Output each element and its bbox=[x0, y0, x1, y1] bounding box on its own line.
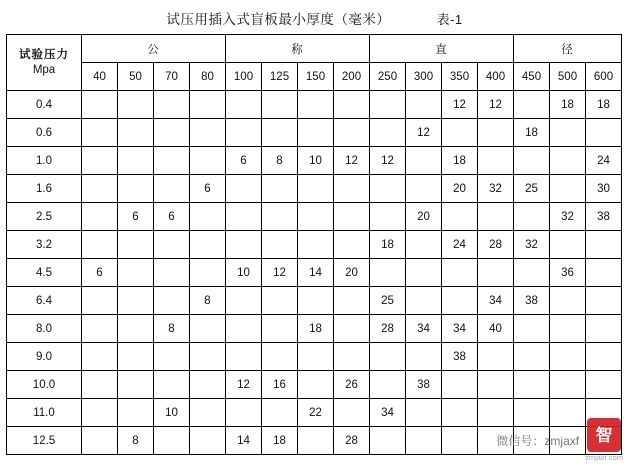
cell bbox=[550, 371, 586, 399]
cell bbox=[586, 343, 622, 371]
cell bbox=[118, 119, 154, 147]
col-header-150: 150 bbox=[298, 63, 334, 91]
col-header-80: 80 bbox=[190, 63, 226, 91]
cell bbox=[82, 315, 118, 343]
row-label: 9.0 bbox=[7, 343, 82, 371]
cell bbox=[586, 315, 622, 343]
cell bbox=[334, 119, 370, 147]
cell bbox=[478, 399, 514, 427]
row-label: 6.4 bbox=[7, 287, 82, 315]
cell bbox=[478, 343, 514, 371]
cell bbox=[406, 147, 442, 175]
cell: 25 bbox=[514, 175, 550, 203]
cell bbox=[82, 231, 118, 259]
cell bbox=[154, 427, 190, 455]
cell bbox=[334, 399, 370, 427]
table-row bbox=[7, 399, 622, 427]
cell bbox=[550, 175, 586, 203]
row-label: 1.0 bbox=[7, 147, 82, 175]
cell bbox=[442, 259, 478, 287]
cell bbox=[370, 343, 406, 371]
cell: 24 bbox=[442, 231, 478, 259]
cell bbox=[586, 287, 622, 315]
cell bbox=[334, 343, 370, 371]
cell: 8 bbox=[262, 147, 298, 175]
cell bbox=[118, 175, 154, 203]
cell bbox=[406, 259, 442, 287]
cell bbox=[226, 203, 262, 231]
group-header-3: 径 bbox=[514, 35, 622, 63]
col-header-400: 400 bbox=[478, 63, 514, 91]
cell bbox=[550, 287, 586, 315]
table-number: 表-1 bbox=[436, 12, 463, 27]
cell: 28 bbox=[370, 315, 406, 343]
cell bbox=[118, 147, 154, 175]
cell bbox=[370, 119, 406, 147]
cell bbox=[370, 203, 406, 231]
table-row bbox=[7, 119, 622, 147]
cell: 18 bbox=[370, 231, 406, 259]
col-header-200: 200 bbox=[334, 63, 370, 91]
cell bbox=[406, 175, 442, 203]
cell bbox=[550, 315, 586, 343]
document-title-row bbox=[0, 8, 629, 28]
cell bbox=[190, 427, 226, 455]
cell bbox=[586, 371, 622, 399]
cell bbox=[190, 91, 226, 119]
cell: 30 bbox=[586, 175, 622, 203]
cell bbox=[82, 427, 118, 455]
table-row bbox=[7, 287, 622, 315]
cell: 6 bbox=[226, 147, 262, 175]
table-row bbox=[7, 175, 622, 203]
cell: 6 bbox=[82, 259, 118, 287]
row-label: 8.0 bbox=[7, 315, 82, 343]
row-label: 3.2 bbox=[7, 231, 82, 259]
cell: 10 bbox=[226, 259, 262, 287]
cell bbox=[82, 371, 118, 399]
cell bbox=[586, 259, 622, 287]
watermark-url: zmjaxf.com bbox=[585, 453, 623, 462]
cell bbox=[118, 91, 154, 119]
cell bbox=[190, 315, 226, 343]
cell bbox=[154, 231, 190, 259]
cell bbox=[514, 399, 550, 427]
cell: 40 bbox=[478, 315, 514, 343]
cell bbox=[262, 287, 298, 315]
pressure-header-line2: Mpa bbox=[32, 63, 56, 76]
cell: 12 bbox=[262, 259, 298, 287]
cell bbox=[82, 119, 118, 147]
cell bbox=[298, 287, 334, 315]
cell bbox=[514, 91, 550, 119]
cell: 26 bbox=[334, 371, 370, 399]
cell bbox=[82, 399, 118, 427]
col-header-250: 250 bbox=[370, 63, 406, 91]
cell bbox=[190, 231, 226, 259]
cell bbox=[118, 231, 154, 259]
group-header-1: 称 bbox=[226, 35, 370, 63]
table-row bbox=[7, 371, 622, 399]
watermark-text: 微信号：zmjaxf bbox=[496, 433, 580, 448]
col-header-125: 125 bbox=[262, 63, 298, 91]
cell bbox=[118, 259, 154, 287]
cell: 38 bbox=[514, 287, 550, 315]
cell bbox=[154, 119, 190, 147]
cell: 14 bbox=[226, 427, 262, 455]
cell bbox=[154, 287, 190, 315]
cell bbox=[514, 203, 550, 231]
cell: 38 bbox=[586, 203, 622, 231]
cell bbox=[586, 231, 622, 259]
cell: 12 bbox=[370, 147, 406, 175]
cell: 10 bbox=[154, 399, 190, 427]
cell bbox=[226, 175, 262, 203]
table-row bbox=[7, 147, 622, 175]
cell bbox=[370, 427, 406, 455]
cell bbox=[370, 175, 406, 203]
cell bbox=[478, 371, 514, 399]
cell: 18 bbox=[442, 147, 478, 175]
cell bbox=[298, 343, 334, 371]
table-row bbox=[7, 259, 622, 287]
cell: 10 bbox=[298, 147, 334, 175]
cell bbox=[334, 203, 370, 231]
cell bbox=[118, 371, 154, 399]
col-header-40: 40 bbox=[82, 63, 118, 91]
cell bbox=[334, 315, 370, 343]
group-header-2: 直 bbox=[370, 35, 514, 63]
cell: 12 bbox=[406, 119, 442, 147]
cell bbox=[154, 259, 190, 287]
cell bbox=[226, 343, 262, 371]
col-header-100: 100 bbox=[226, 63, 262, 91]
cell bbox=[406, 231, 442, 259]
cell bbox=[370, 91, 406, 119]
cell: 12 bbox=[334, 147, 370, 175]
cell bbox=[82, 147, 118, 175]
table-body bbox=[7, 35, 622, 455]
cell bbox=[226, 231, 262, 259]
cell bbox=[550, 427, 586, 455]
cell bbox=[442, 371, 478, 399]
row-label: 0.4 bbox=[7, 91, 82, 119]
cell: 6 bbox=[118, 203, 154, 231]
group-header-0: 公 bbox=[82, 35, 226, 63]
cell bbox=[586, 399, 622, 427]
cell bbox=[550, 343, 586, 371]
cell bbox=[334, 175, 370, 203]
cell bbox=[190, 147, 226, 175]
cell bbox=[190, 203, 226, 231]
cell: 36 bbox=[550, 259, 586, 287]
table-row bbox=[7, 343, 622, 371]
brand-logo-glyph: 智 bbox=[595, 425, 613, 445]
cell bbox=[190, 399, 226, 427]
page-title: 试压用插入式盲板最小厚度（毫米） bbox=[166, 12, 391, 27]
cell bbox=[442, 287, 478, 315]
cell bbox=[442, 399, 478, 427]
cell bbox=[478, 427, 514, 455]
cell bbox=[154, 343, 190, 371]
cell bbox=[82, 203, 118, 231]
cell bbox=[262, 175, 298, 203]
table-row bbox=[7, 91, 622, 119]
table-row bbox=[7, 427, 622, 455]
cell: 18 bbox=[514, 119, 550, 147]
cell: 24 bbox=[586, 147, 622, 175]
cell bbox=[226, 287, 262, 315]
cell bbox=[514, 259, 550, 287]
cell bbox=[262, 399, 298, 427]
row-label: 4.5 bbox=[7, 259, 82, 287]
cell bbox=[262, 315, 298, 343]
cell: 34 bbox=[370, 399, 406, 427]
cell bbox=[298, 203, 334, 231]
col-header-450: 450 bbox=[514, 63, 550, 91]
cell bbox=[226, 315, 262, 343]
cell bbox=[406, 427, 442, 455]
cell bbox=[262, 231, 298, 259]
cell bbox=[514, 147, 550, 175]
cell bbox=[550, 147, 586, 175]
cell bbox=[298, 231, 334, 259]
col-header-70: 70 bbox=[154, 63, 190, 91]
cell: 22 bbox=[298, 399, 334, 427]
cell: 18 bbox=[298, 315, 334, 343]
col-header-50: 50 bbox=[118, 63, 154, 91]
cell bbox=[586, 119, 622, 147]
row-label: 10.0 bbox=[7, 371, 82, 399]
cell bbox=[262, 91, 298, 119]
cell bbox=[154, 175, 190, 203]
cell bbox=[118, 287, 154, 315]
cell: 12 bbox=[226, 371, 262, 399]
cell bbox=[442, 119, 478, 147]
cell bbox=[406, 287, 442, 315]
cell: 34 bbox=[406, 315, 442, 343]
cell bbox=[478, 203, 514, 231]
table-group-header-row bbox=[7, 35, 622, 63]
pressure-header-cell bbox=[7, 35, 82, 91]
cell bbox=[226, 119, 262, 147]
cell bbox=[82, 287, 118, 315]
cell: 20 bbox=[442, 175, 478, 203]
cell bbox=[154, 91, 190, 119]
cell bbox=[442, 427, 478, 455]
cell: 18 bbox=[550, 91, 586, 119]
cell: 25 bbox=[370, 287, 406, 315]
row-label: 0.6 bbox=[7, 119, 82, 147]
cell: 32 bbox=[478, 175, 514, 203]
cell bbox=[478, 119, 514, 147]
cell bbox=[478, 259, 514, 287]
cell: 8 bbox=[118, 427, 154, 455]
cell bbox=[154, 371, 190, 399]
cell bbox=[154, 147, 190, 175]
cell: 16 bbox=[262, 371, 298, 399]
table-column-header-row bbox=[7, 63, 622, 91]
cell: 6 bbox=[154, 203, 190, 231]
cell bbox=[82, 343, 118, 371]
table-row bbox=[7, 203, 622, 231]
cell bbox=[586, 427, 622, 455]
cell: 32 bbox=[550, 203, 586, 231]
col-header-600: 600 bbox=[586, 63, 622, 91]
cell bbox=[478, 147, 514, 175]
cell: 8 bbox=[154, 315, 190, 343]
table-row bbox=[7, 315, 622, 343]
cell bbox=[334, 91, 370, 119]
cell: 6 bbox=[190, 175, 226, 203]
cell bbox=[370, 259, 406, 287]
cell bbox=[82, 175, 118, 203]
table-row bbox=[7, 231, 622, 259]
col-header-500: 500 bbox=[550, 63, 586, 91]
cell: 18 bbox=[262, 427, 298, 455]
cell: 8 bbox=[190, 287, 226, 315]
cell bbox=[370, 371, 406, 399]
cell bbox=[118, 399, 154, 427]
cell bbox=[550, 399, 586, 427]
cell: 38 bbox=[442, 343, 478, 371]
cell bbox=[262, 119, 298, 147]
cell bbox=[298, 119, 334, 147]
cell: 32 bbox=[514, 231, 550, 259]
cell: 20 bbox=[406, 203, 442, 231]
cell: 28 bbox=[478, 231, 514, 259]
cell: 34 bbox=[478, 287, 514, 315]
cell bbox=[550, 231, 586, 259]
cell bbox=[442, 203, 478, 231]
blind-plate-thickness-table bbox=[6, 34, 622, 455]
cell bbox=[334, 231, 370, 259]
row-label: 2.5 bbox=[7, 203, 82, 231]
cell bbox=[514, 371, 550, 399]
cell bbox=[190, 343, 226, 371]
cell bbox=[514, 315, 550, 343]
row-label: 1.6 bbox=[7, 175, 82, 203]
cell bbox=[514, 427, 550, 455]
cell bbox=[514, 343, 550, 371]
cell: 20 bbox=[334, 259, 370, 287]
cell: 34 bbox=[442, 315, 478, 343]
cell: 28 bbox=[334, 427, 370, 455]
col-header-300: 300 bbox=[406, 63, 442, 91]
cell: 12 bbox=[478, 91, 514, 119]
row-label: 12.5 bbox=[7, 427, 82, 455]
cell bbox=[298, 371, 334, 399]
cell bbox=[190, 119, 226, 147]
cell bbox=[550, 119, 586, 147]
cell: 18 bbox=[586, 91, 622, 119]
cell bbox=[406, 91, 442, 119]
cell: 38 bbox=[406, 371, 442, 399]
cell bbox=[262, 203, 298, 231]
cell bbox=[406, 343, 442, 371]
cell bbox=[406, 399, 442, 427]
cell bbox=[118, 315, 154, 343]
cell bbox=[334, 287, 370, 315]
cell bbox=[118, 343, 154, 371]
row-label: 11.0 bbox=[7, 399, 82, 427]
cell bbox=[226, 91, 262, 119]
cell bbox=[190, 259, 226, 287]
cell bbox=[298, 91, 334, 119]
col-header-350: 350 bbox=[442, 63, 478, 91]
cell bbox=[262, 343, 298, 371]
cell bbox=[226, 399, 262, 427]
cell bbox=[298, 427, 334, 455]
cell: 12 bbox=[442, 91, 478, 119]
cell bbox=[298, 175, 334, 203]
pressure-header-line1: 试验压力 bbox=[19, 49, 69, 62]
cell bbox=[190, 371, 226, 399]
cell bbox=[82, 91, 118, 119]
cell: 14 bbox=[298, 259, 334, 287]
